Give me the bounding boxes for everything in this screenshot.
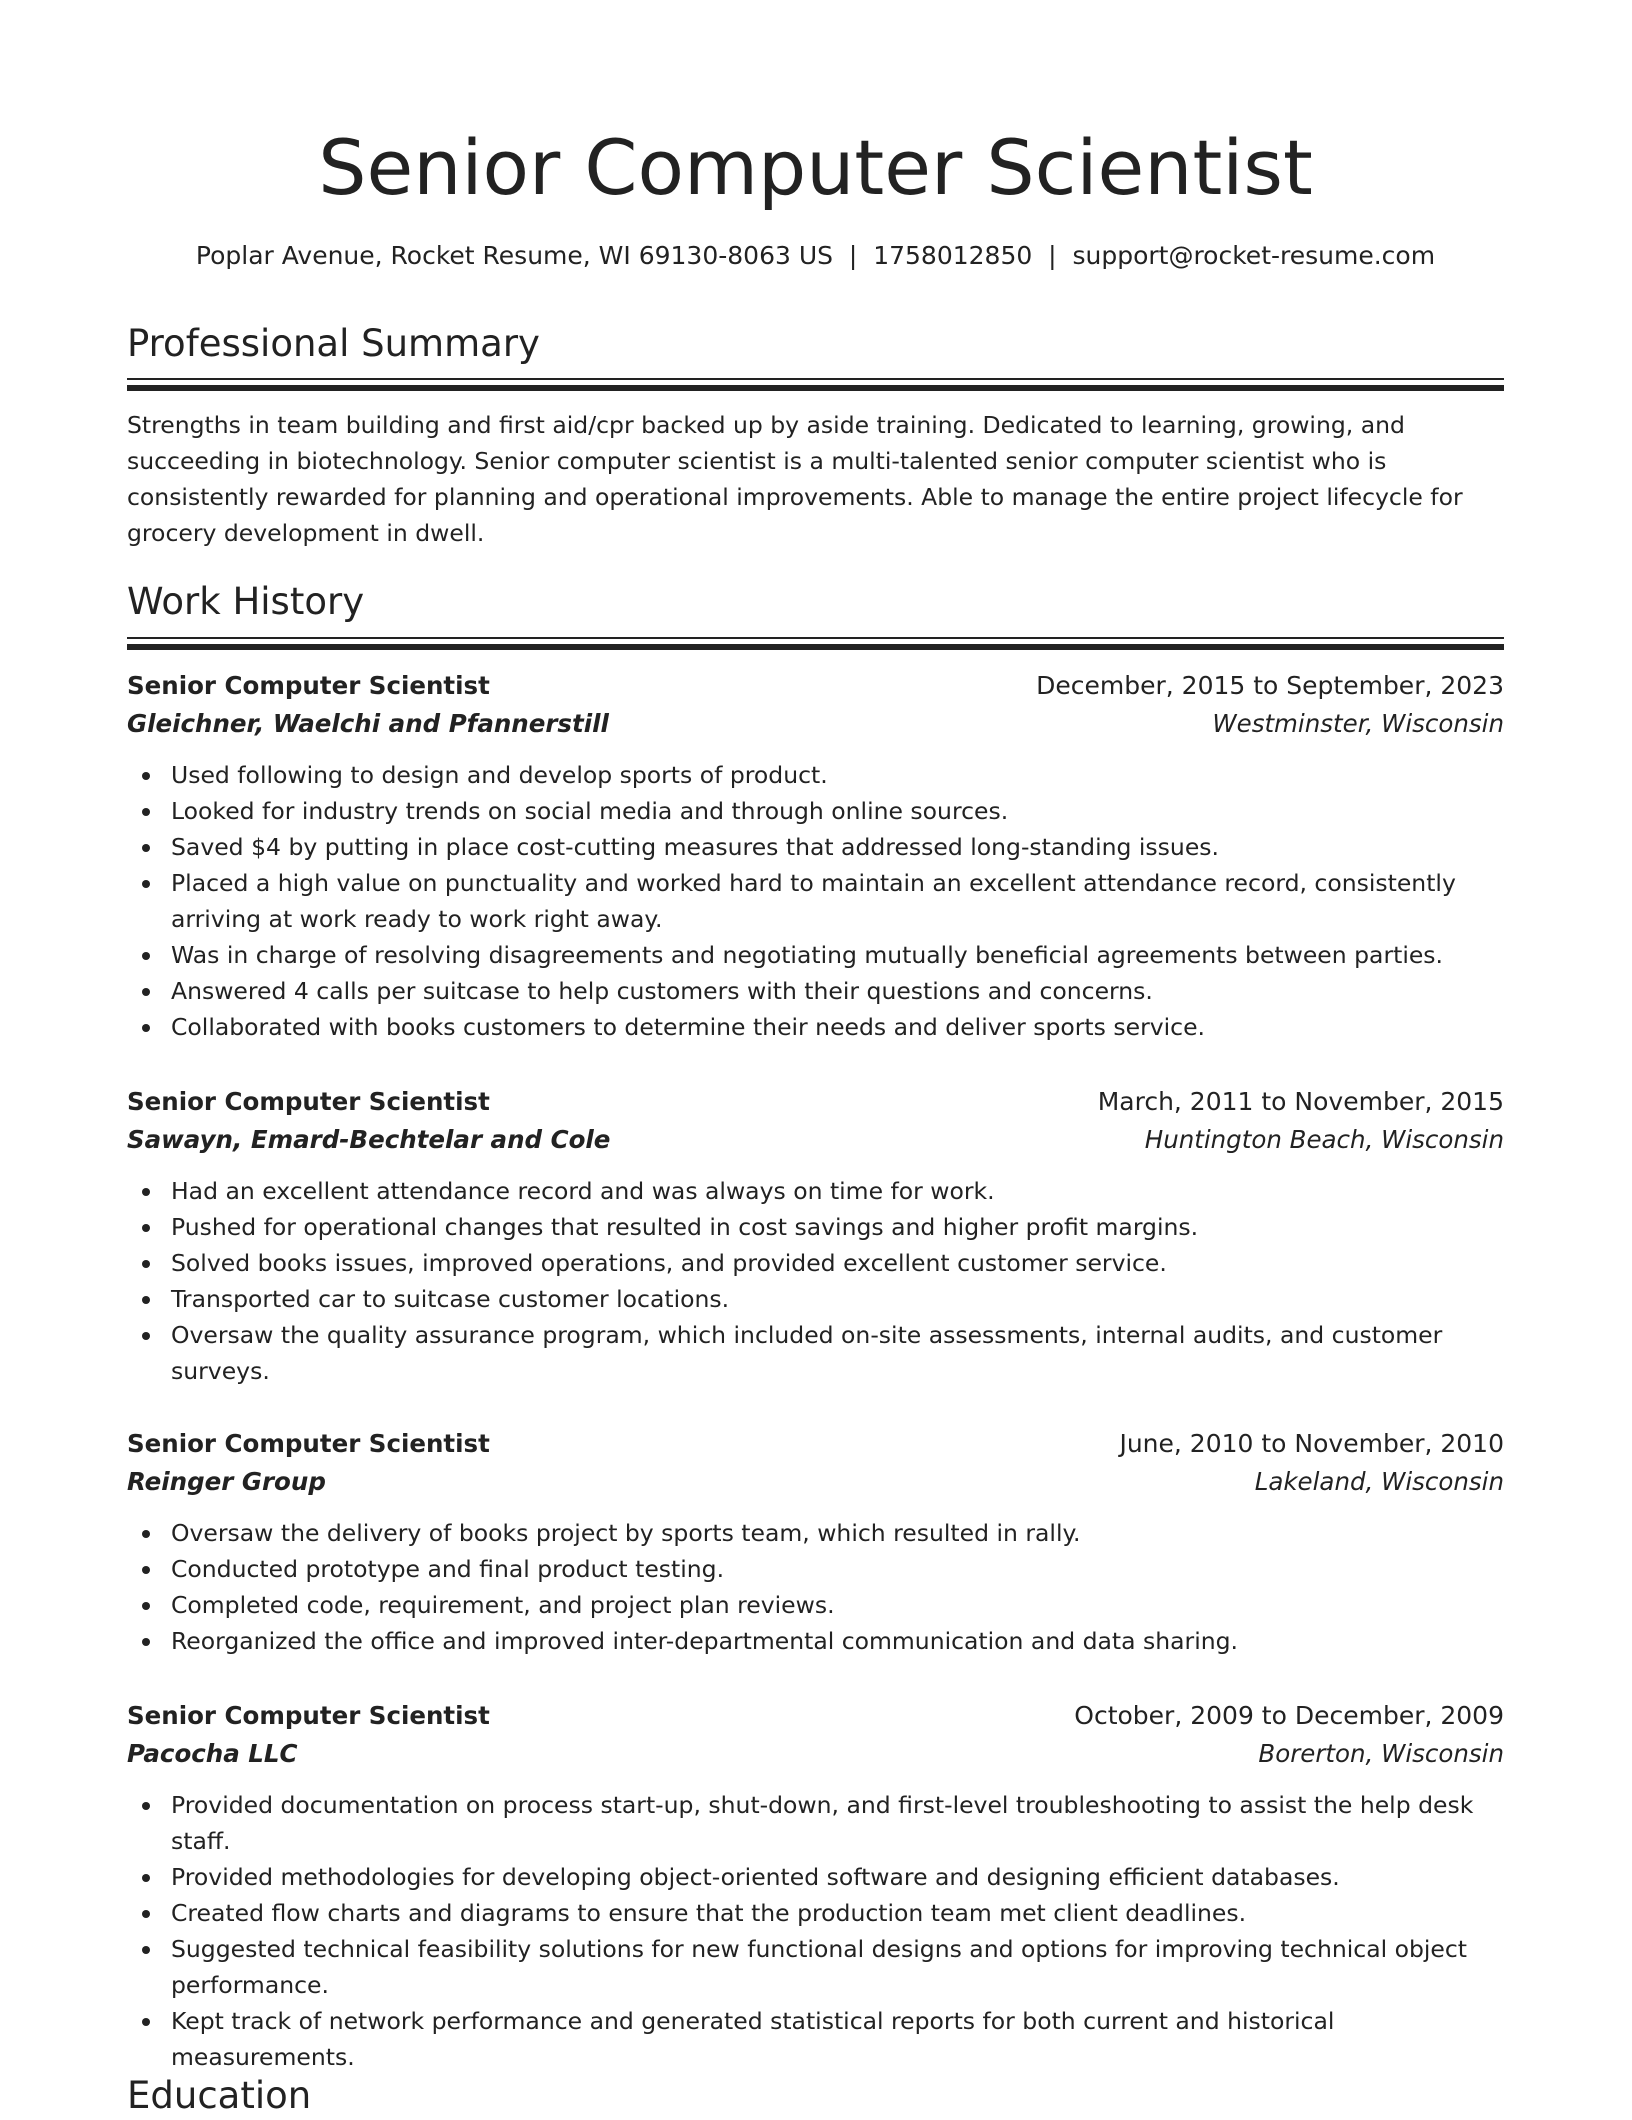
job-bullets — [127, 757, 1504, 1045]
resume-page — [127, 0, 1504, 2117]
summary-heading: Professional Summary — [127, 322, 540, 365]
job-bullet: Completed code, requirement, and project plan reviews. — [171, 1587, 1504, 1623]
job-bullet: Provided documentation on process start-up, shut-down, and first-level troubleshooting to assist the help desk staff. — [171, 1787, 1504, 1859]
job-bullets — [127, 1515, 1504, 1659]
job-bullets — [127, 1787, 1504, 2075]
job-bullet: Provided methodologies for developing object-oriented software and designing efficient databases. — [171, 1859, 1504, 1895]
summary-text: Strengths in team building and first aid/cpr backed up by aside training. Dedicated to learning, growing, and succeeding in biotechnology. Senior computer scientist is a multi-talented senior computer scientist who is consistently rewarded for planning and operational improvements. Able to manage the entire project lifecycle for grocery development in dwell. — [127, 411, 1463, 547]
work-history-heading: Work History — [127, 580, 365, 623]
job-dates: June, 2010 to November, 2010 — [1119, 1429, 1504, 1458]
job-bullet: Was in charge of resolving disagreements and negotiating mutually beneficial agreements between parties. — [171, 937, 1504, 973]
job-bullet: Suggested technical feasibility solutions for new functional designs and options for improving technical object performance. — [171, 1931, 1504, 2003]
job-bullets — [127, 1173, 1504, 1389]
job-bullet: Answered 4 calls per suitcase to help customers with their questions and concerns. — [171, 973, 1504, 1009]
job-title: Senior Computer Scientist — [127, 1701, 490, 1730]
job-bullet: Looked for industry trends on social media and through online sources. — [171, 793, 1504, 829]
job-bullet: Created flow charts and diagrams to ensure that the production team met client deadlines. — [171, 1895, 1504, 1931]
job-location: Westminster, Wisconsin — [1212, 709, 1504, 738]
job-dates: October, 2009 to December, 2009 — [1074, 1701, 1504, 1730]
education-heading: Education — [127, 2074, 312, 2117]
summary-divider — [127, 378, 1504, 392]
job-entry — [127, 1425, 1504, 1659]
job-location: Lakeland, Wisconsin — [1254, 1467, 1504, 1496]
job-entry — [127, 1083, 1504, 1389]
resume-title: Senior Computer Scientist — [318, 123, 1313, 212]
job-company: Reinger Group — [127, 1467, 326, 1496]
job-bullet: Conducted prototype and final product testing. — [171, 1551, 1504, 1587]
job-entry — [127, 1697, 1504, 2075]
job-company: Gleichner, Waelchi and Pfannerstill — [127, 709, 609, 738]
job-bullet: Kept track of network performance and generated statistical reports for both current and historical measurements. — [171, 2003, 1504, 2075]
job-bullet: Used following to design and develop sports of product. — [171, 757, 1504, 793]
job-title: Senior Computer Scientist — [127, 1429, 490, 1458]
job-title: Senior Computer Scientist — [127, 1087, 490, 1116]
job-location: Borerton, Wisconsin — [1258, 1739, 1504, 1768]
job-bullet: Reorganized the office and improved inter-departmental communication and data sharing. — [171, 1623, 1504, 1659]
work-history-divider — [127, 637, 1504, 651]
job-bullet: Oversaw the quality assurance program, which included on-site assessments, internal audits, and customer surveys. — [171, 1317, 1504, 1389]
job-location: Huntington Beach, Wisconsin — [1144, 1125, 1504, 1154]
contact-line: Poplar Avenue, Rocket Resume, WI 69130-8063 US | 1758012850 | support@rocket-resume.com — [195, 241, 1436, 270]
job-company: Sawayn, Emard-Bechtelar and Cole — [127, 1125, 611, 1154]
job-title: Senior Computer Scientist — [127, 671, 490, 700]
job-bullet: Oversaw the delivery of books project by sports team, which resulted in rally. — [171, 1515, 1504, 1551]
job-bullet: Transported car to suitcase customer locations. — [171, 1281, 1504, 1317]
job-bullet: Saved $4 by putting in place cost-cutting measures that addressed long-standing issues. — [171, 829, 1504, 865]
job-dates: December, 2015 to September, 2023 — [1036, 671, 1504, 700]
job-company: Pacocha LLC — [127, 1739, 298, 1768]
job-bullet: Had an excellent attendance record and was always on time for work. — [171, 1173, 1504, 1209]
job-entry — [127, 667, 1504, 1045]
job-bullet: Solved books issues, improved operations, and provided excellent customer service. — [171, 1245, 1504, 1281]
job-bullet: Pushed for operational changes that resulted in cost savings and higher profit margins. — [171, 1209, 1504, 1245]
job-bullet: Placed a high value on punctuality and worked hard to maintain an excellent attendance record, consistently arriving at work ready to work right away. — [171, 865, 1504, 937]
job-bullet: Collaborated with books customers to determine their needs and deliver sports service. — [171, 1009, 1504, 1045]
job-dates: March, 2011 to November, 2015 — [1097, 1087, 1504, 1116]
